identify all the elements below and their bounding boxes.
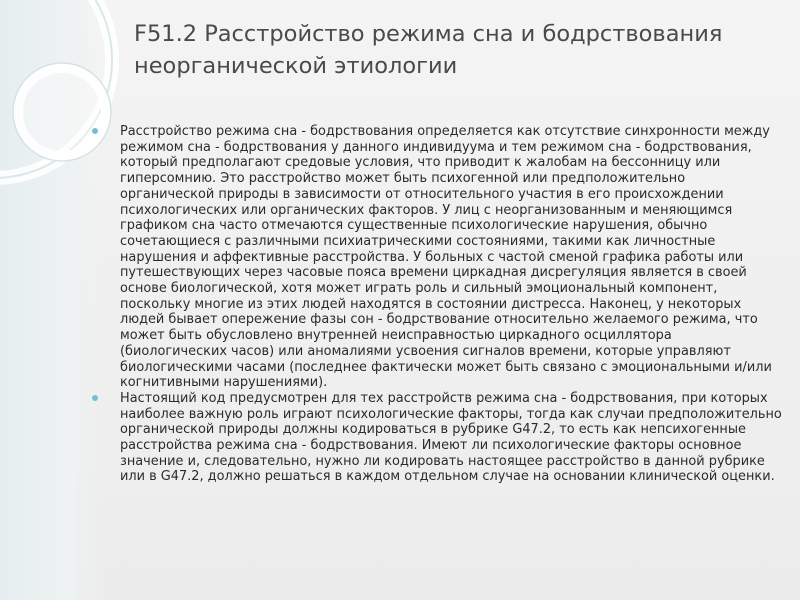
list-item-text: Расстройство режима сна - бодрствования определяется как отсутствие синхронности между режимом сна - бодрствования у данного индивидуума и тем режимом сна - бодрствования, который предполагают средовые условия, что приводит к жалобам на бессонницу или гиперсомнию. Это расстройство может быть психогенной или предположительно органической природы в зависимости от относительного участия в его происхождении психологических или органических факторов. У лиц с неорганизованным и меняющимся графиком сна часто отмечаются существенные психологические нарушения, обычно сочетающиеся с различными психиатрическими состояниями, такими как личностные нарушения и аффективные расстройства. У больных с частой сменой графика работы или путешествующих через часовые пояса времени циркадная дисрегуляция является в своей основе биологической, хотя может играть роль и сильный эмоциональный компонент, поскольку многие из этих людей находятся в состоянии дистресса. Наконец, у некоторых людей бывает опережение фазы сон - бодрствование относительно желаемого режима, что может быть обусловлено внутренней неисправностью циркадного осциллятора (биологических часов) или аномалиями усвоения сигналов времени, которые управляют биологическими часами (последнее фактически может быть связано с эмоциональными и/или когнитивными нарушениями). (120, 124, 772, 391)
list-item-text: Настоящий код предусмотрен для тех расстройств режима сна - бодрствования, при которых наиболее важную роль играют психологические факторы, тогда как случаи предположительно органической природы должны кодироваться в рубрике G47.2, то есть как непсихогенные расстройства режима сна - бодрствования. Имеют ли психологические факторы основное значение и, следовательно, нужно ли кодировать настоящее расстройство в данной рубрике или в G47.2, должно решаться в каждом отдельном случае на основании клинической оценки. (120, 390, 782, 485)
slide-title: F51.2 Расстройство режима сна и бодрствования неорганической этиологии (134, 21, 723, 79)
circle-bullet-icon (92, 395, 98, 401)
circle-bullet-icon (92, 128, 98, 134)
bullet-list (92, 124, 782, 485)
list-item (92, 391, 782, 485)
list-item (92, 124, 782, 391)
